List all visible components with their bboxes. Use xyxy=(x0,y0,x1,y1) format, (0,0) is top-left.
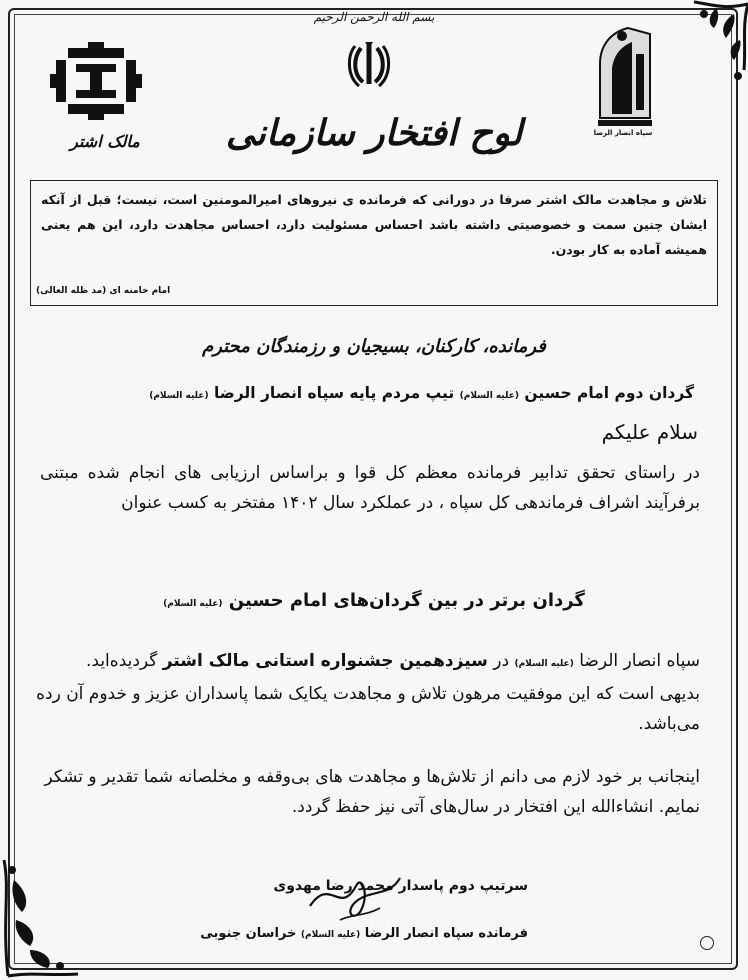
page-title: لوح افتخار سازمانی xyxy=(225,112,523,154)
signatory-title xyxy=(200,926,528,941)
body-paragraph-1-text: در راستای تحقق تدابیر فرمانده معظم کل قوا و براساس ارزیابی های انجام شده مبتنی برفرآیند اشراف فرماندهی کل سپاه ، در عملکرد سال ۱۴۰۲ مفتخر به کسب عنوان xyxy=(40,463,700,513)
body2-thanks: بدیهی است که این موفقیت مرهون تلاش و مجاهدت یکایک شما پاسداران عزیز و خدوم آن رده می‌باشد. xyxy=(36,684,700,734)
body-paragraph-3 xyxy=(24,762,700,822)
unit-honorific-2: (علیه السلام) xyxy=(149,391,209,401)
leader-quote-text: تلاش و مجاهدت مالک اشتر صرفا در دورانی که فرمانده ی نیروهای امیرالمومنین است، نیست؛ قبل از آنکه ایشان چنین سمت و خصوصیتی داشته باشد احساس مسئولیت دارد، احساس مجاهدت دارد، این هم یعنی همیشه آماده به کار بودن. xyxy=(41,192,707,257)
malek-ashtar-logo-icon xyxy=(46,40,146,122)
bismillah-heading: بسم الله الرحمن الرحیم xyxy=(313,10,435,24)
quote-attribution: امام خامنه ای (مد ظله العالی) xyxy=(36,286,171,296)
salutation-heading: فرمانده، کارکنان، بسیجیان و رزمندگان محترم xyxy=(202,336,546,357)
decorative-circle-icon xyxy=(700,936,714,950)
body-paragraph-2 xyxy=(24,646,700,739)
signatory-title-a: فرمانده سپاه انصار الرضا xyxy=(364,926,528,941)
unit-name xyxy=(54,380,694,409)
malek-ashtar-caption: مالک اشتر xyxy=(70,132,140,151)
award-text: گردان برتر در بین گردان‌های امام حسین xyxy=(228,590,585,611)
unit-honorific-1: (علیه السلام) xyxy=(459,391,519,401)
signatory-honorific: (علیه السلام) xyxy=(300,930,361,940)
award-title xyxy=(0,590,748,611)
irgc-caption: سپاه انصار الرضا xyxy=(593,129,653,137)
body2-unit: سپاه انصار الرضا xyxy=(579,651,700,671)
award-honorific: (علیه السلام) xyxy=(163,599,223,609)
iran-emblem-icon xyxy=(343,38,395,90)
body-paragraph-1 xyxy=(40,458,700,518)
unit-part-2: تیپ مردم پایه سپاه انصار الرضا xyxy=(213,384,455,402)
body2-festival: سیزدهمین جشنواره استانی مالک اشتر xyxy=(162,651,488,671)
signatory-name: سرتیپ دوم پاسدار محمد رضا مهدوی xyxy=(273,878,528,894)
body2-end: گردیده‌اید. xyxy=(86,651,158,671)
body2-in: در xyxy=(493,651,510,671)
floral-ornament-bottom-left-icon xyxy=(0,850,84,980)
body2-honorific: (علیه السلام) xyxy=(514,659,574,669)
greeting: سلام علیکم xyxy=(601,420,698,444)
irgc-logo-icon xyxy=(592,24,658,136)
signatory-title-b: خراسان جنوبی xyxy=(200,926,297,941)
body-paragraph-3-text: اینجانب بر خود لازم می دانم از تلاش‌ها و مجاهدت های بی‌وقفه و مخلصانه شما تقدیر و تشکر نمایم. انشاءالله این افتخار در سال‌های آتی نیز حفظ گردد. xyxy=(44,767,700,817)
unit-part-1: گردان دوم امام حسین xyxy=(524,384,694,402)
